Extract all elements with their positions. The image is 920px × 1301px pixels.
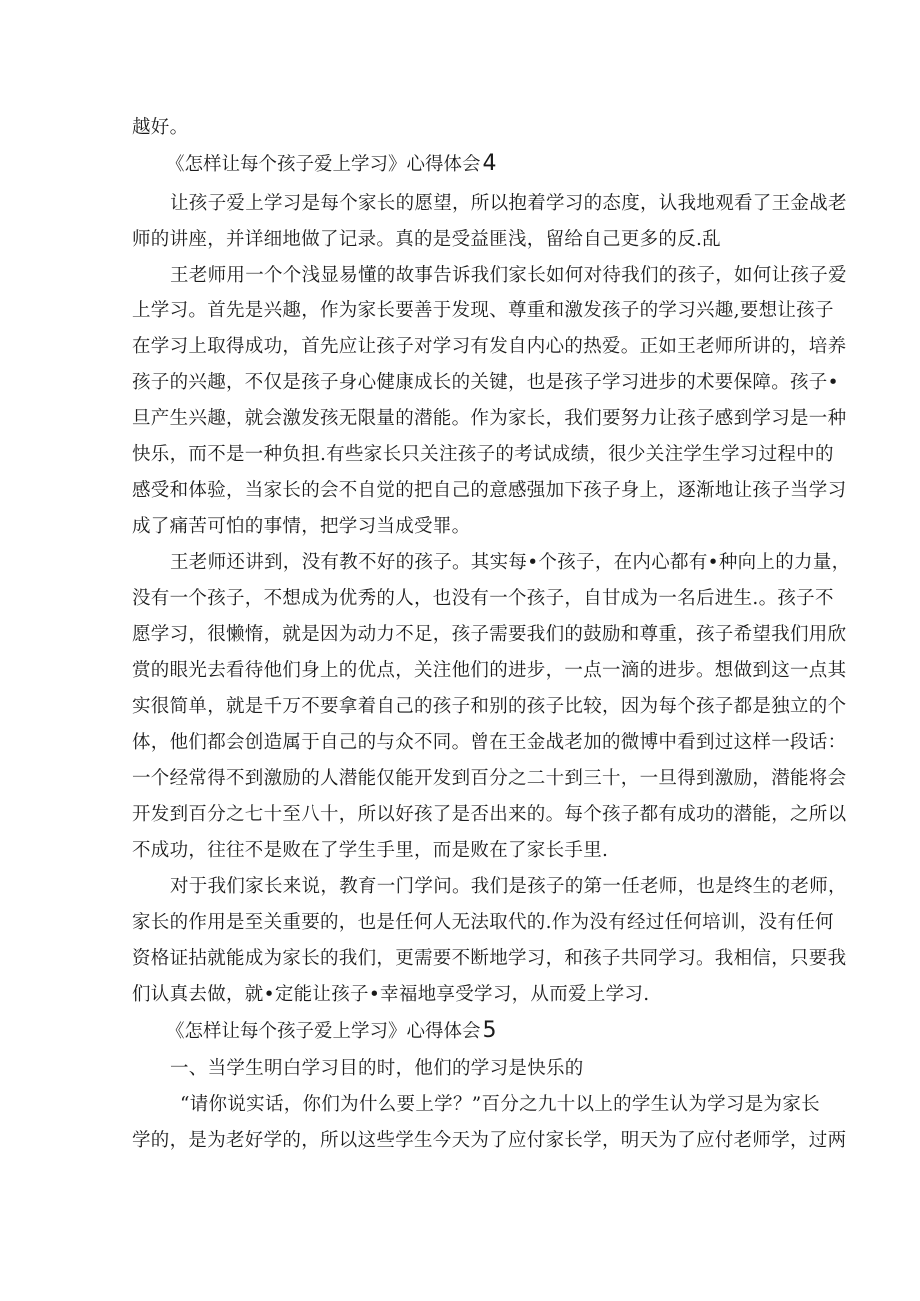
text-line: 在学习上取得成功，首先应让孩子对学习有发自内心的热爱。正如王老师所讲的，培养: [132, 336, 847, 357]
text-line: 资格证拈就能成为家长的我们，更需要不断地学习，和孩子共同学习。我相信，只要我: [132, 948, 847, 969]
text-line: 学的，是为老好学的，所以这些学生今天为了应付家长学，明天为了应付老师学，过两: [132, 1130, 847, 1151]
text-line: 上学习。首先是兴趣，作为家长要善于发现、尊重和激发孩子的学习兴趣,要想让孩子: [132, 300, 834, 321]
section-heading-5: [166, 1019, 497, 1044]
text-line: 们认真去做，就•定能让孩子•幸福地享受学习，从而爱上学习.: [132, 984, 650, 1005]
text-line: 越好。: [132, 117, 189, 138]
section-heading-4: [166, 152, 497, 177]
text-line: “请你说实话，你们为什么要上学？”百分之九十以上的学生认为学习是为家长: [180, 1094, 820, 1115]
text-line: 一、当学生明白学习目的时，他们的学习是快乐的: [170, 1058, 584, 1079]
heading-number: 5: [482, 1018, 497, 1043]
text-line: 师的讲座，并详细地做了记录。真的是受益匪浅，留给自己更多的反.乱: [132, 229, 721, 250]
text-line: 让孩子爱上学习是每个家长的愿望，所以抱着学习的态度，认我地观看了王金战老: [170, 193, 847, 214]
text-line: 旦产生兴趣，就会激发孩无限量的潜能。作为家长，我们要努力让孩子感到学习是一种: [132, 408, 847, 429]
heading-number: 4: [482, 151, 497, 176]
text-line: 一个经常得不到激励的人潜能仅能开发到百分之二十到三十，一旦得到激励，潜能将会: [132, 768, 847, 789]
text-line: 体，他们都会创造属于自己的与众不同。曾在王金战老加的微博中看到过这样一段话：: [132, 732, 847, 753]
text-line: 赏的眼光去看待他们身上的优点，关注他们的进步，一点一滴的进步。想做到这一点其: [132, 660, 847, 681]
text-line: 实很简单，就是千万不要拿着自己的孩子和别的孩子比较，因为每个孩子都是独立的个: [132, 696, 847, 717]
text-line: 快乐，而不是一种负担.有些家长只关注孩子的考试成绩，很少关注学生学习过程中的: [132, 444, 834, 465]
text-line: 对于我们家长来说，教育一门学问。我们是孩子的第一任老师，也是终生的老师，: [170, 876, 847, 897]
heading-text: 《怎样让每个孩子爱上学习》心得体会: [166, 154, 481, 175]
text-line: 成了痛苦可怕的事情，把学习当成受罪。: [132, 516, 471, 537]
text-line: 没有一个孩子，不想成为优秀的人，也没有一个孩子，自甘成为一名后进生.。孩子不: [132, 588, 834, 609]
text-line: 开发到百分之七十至八十，所以好孩了是否出来的。每个孩子都有成功的潜能，之所以: [132, 804, 847, 825]
text-line: 王老师用一个个浅显易懂的故事告诉我们家长如何对待我们的孩子，如何让孩子爱: [170, 265, 847, 286]
heading-text: 《怎样让每个孩子爱上学习》心得体会: [166, 1021, 481, 1042]
text-line: 不成功，往往不是败在了学生手里，而是败在了家长手里.: [132, 840, 609, 861]
text-line: 感受和体验，当家长的会不自觉的把自己的意感强加下孩子身上，逐渐地让孩子当学习: [132, 480, 847, 501]
text-line: 愿学习，很懒惰，就是因为动力不足，孩子需要我们的鼓励和尊重，孩子希望我们用欣: [132, 624, 847, 645]
text-line: 王老师还讲到，没有教不好的孩子。其实每•个孩子，在内心都有•种向上的力量，: [170, 552, 851, 573]
text-line: 家长的作用是至关重要的，也是任何人无法取代的.作为没有经过任何培训，没有任何: [132, 912, 834, 933]
text-line: 孩子的兴趣，不仅是孩子身心健康成长的关键，也是孩子学习进步的术要保障。孩子•: [132, 372, 839, 393]
